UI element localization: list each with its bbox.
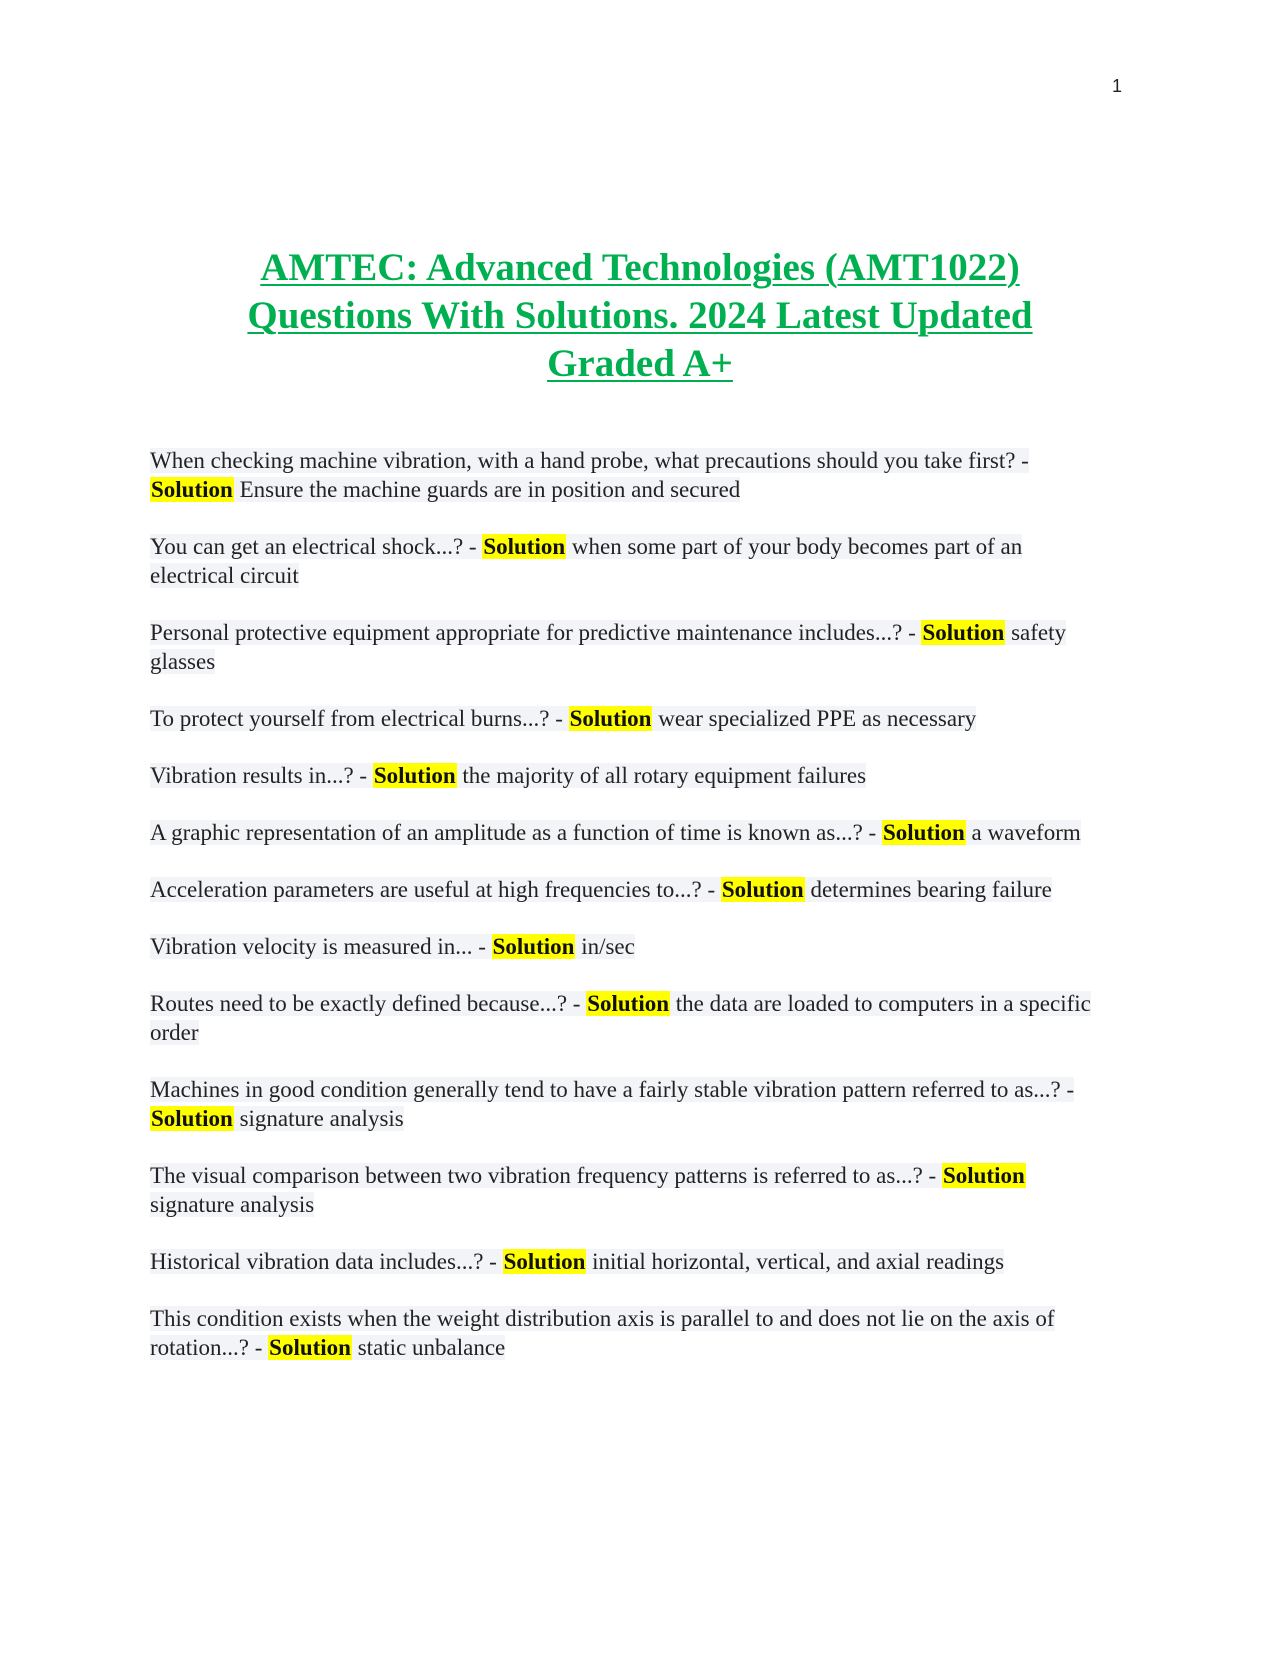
document-title	[150, 244, 1130, 388]
solution-label: Solution	[151, 477, 233, 502]
solution-label: Solution	[151, 1106, 233, 1131]
qa-item-1	[150, 446, 1112, 504]
qa-item-13	[150, 1304, 1112, 1362]
solution-label: Solution	[942, 1163, 1025, 1188]
solution-label: Solution	[587, 991, 670, 1016]
question-text: The visual comparison between two vibration frequency patterns is referred to as...? -	[150, 1163, 937, 1188]
solution-label: Solution	[882, 820, 965, 845]
answer-text: safety glasses	[150, 620, 1066, 674]
title-line-1: AMTEC: Advanced Technologies (AMT1022)	[260, 246, 1020, 289]
question-text: A graphic representation of an amplitude as a function of time is known as...? -	[150, 820, 877, 845]
question-text: Historical vibration data includes...? -	[150, 1249, 497, 1274]
answer-text: the data are loaded to computers in a specific order	[150, 991, 1091, 1045]
qa-item-11	[150, 1161, 1112, 1219]
page-number: 1	[1112, 76, 1123, 96]
solution-label: Solution	[922, 620, 1005, 645]
qa-item-12	[150, 1247, 1112, 1276]
qa-item-8	[150, 932, 1112, 961]
answer-text: static unbalance	[357, 1335, 506, 1360]
answer-text: Ensure the machine guards are in position and secured	[239, 477, 741, 502]
answer-text: the majority of all rotary equipment failures	[462, 763, 867, 788]
qa-item-2	[150, 532, 1112, 590]
question-text: Acceleration parameters are useful at high frequencies to...? -	[150, 877, 716, 902]
qa-item-6	[150, 818, 1112, 847]
qa-item-9	[150, 989, 1112, 1047]
question-text: Vibration velocity is measured in... -	[150, 934, 486, 959]
question-text: Routes need to be exactly defined because...? -	[150, 991, 581, 1016]
solution-label: Solution	[269, 1335, 351, 1360]
solution-label: Solution	[569, 706, 652, 731]
answer-text: when some part of your body becomes part of an electrical circuit	[150, 534, 1023, 588]
solution-label: Solution	[373, 763, 456, 788]
question-text: When checking machine vibration, with a hand probe, what precautions should you take first? -	[150, 448, 1029, 473]
answer-text: signature analysis	[150, 1192, 315, 1217]
title-line-2: Questions With Solutions. 2024 Latest Updated	[247, 294, 1033, 337]
answer-text: determines bearing failure	[810, 877, 1052, 902]
solution-label: Solution	[492, 934, 575, 959]
answer-text: initial horizontal, vertical, and axial readings	[592, 1249, 1005, 1274]
question-text: Personal protective equipment appropriate for predictive maintenance includes...? -	[150, 620, 916, 645]
qa-item-10	[150, 1075, 1112, 1133]
answer-text: wear specialized PPE as necessary	[658, 706, 977, 731]
question-text: Machines in good condition generally tend to have a fairly stable vibration pattern referred to as...? -	[150, 1077, 1075, 1102]
solution-label: Solution	[503, 1249, 586, 1274]
answer-text: signature analysis	[239, 1106, 404, 1131]
qa-item-4	[150, 704, 1112, 733]
qa-list	[150, 446, 1112, 1390]
question-text: Vibration results in...? -	[150, 763, 368, 788]
qa-item-5	[150, 761, 1112, 790]
solution-label: Solution	[721, 877, 804, 902]
answer-text: a waveform	[971, 820, 1081, 845]
question-text: To protect yourself from electrical burns...? -	[150, 706, 563, 731]
title-line-3: Graded A+	[547, 342, 733, 385]
qa-item-3	[150, 618, 1112, 676]
answer-text: in/sec	[581, 934, 635, 959]
question-text: You can get an electrical shock...? -	[150, 534, 477, 559]
solution-label: Solution	[483, 534, 566, 559]
question-text: This condition exists when the weight distribution axis is parallel to and does not lie on the axis of rotation...? -	[150, 1306, 1055, 1360]
qa-item-7	[150, 875, 1112, 904]
